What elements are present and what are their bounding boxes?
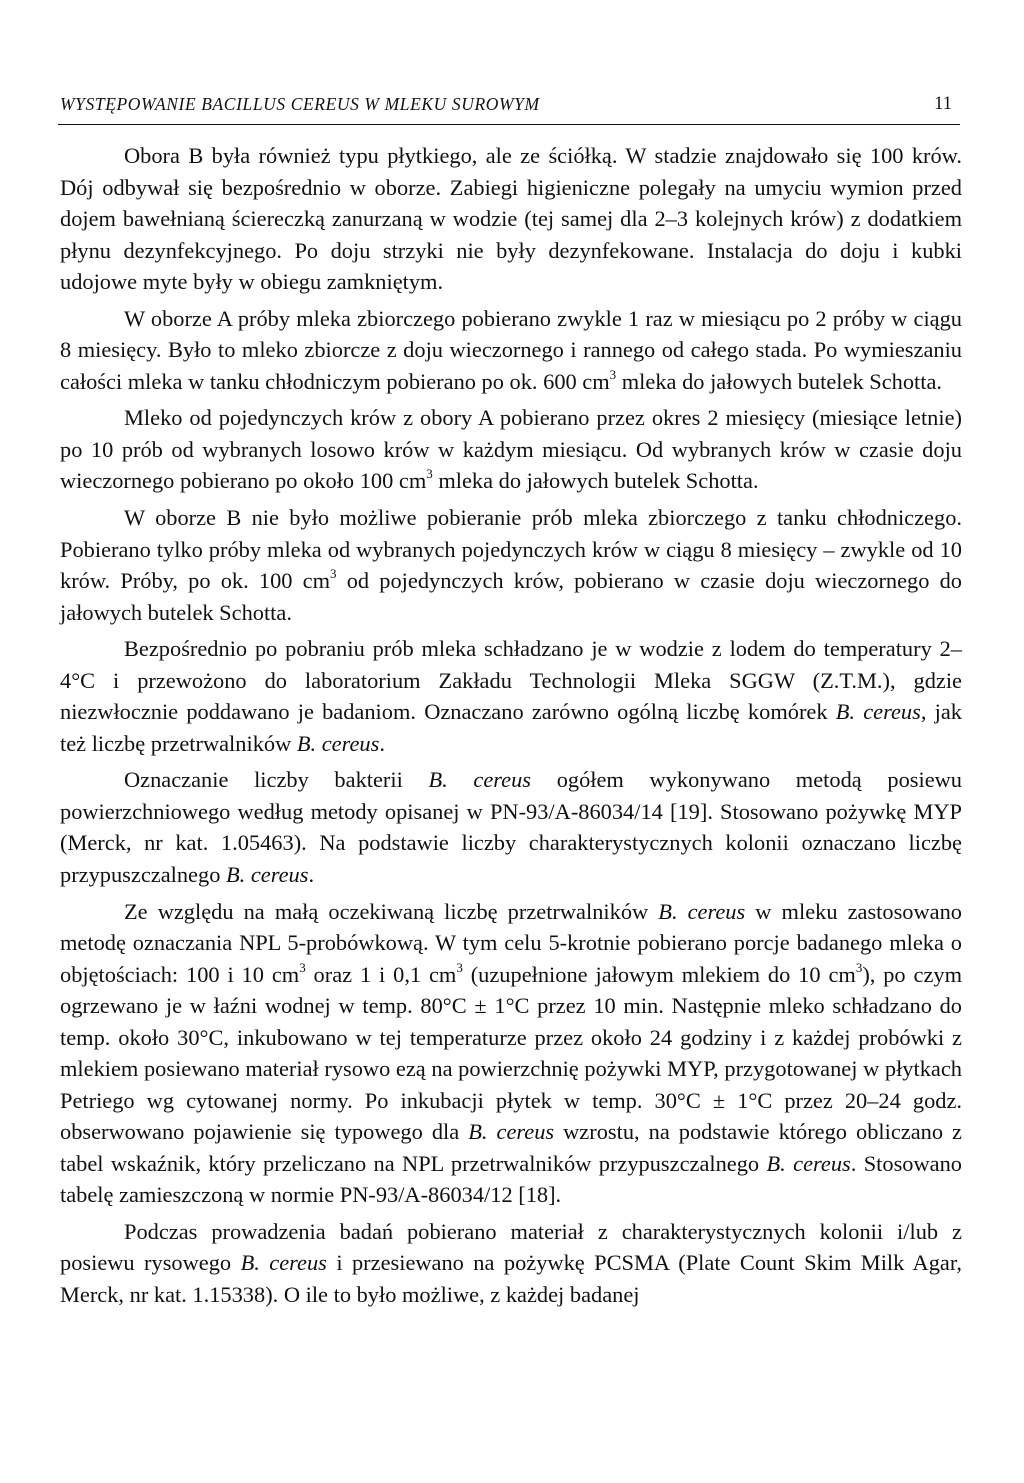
text-run: Obora B była również typu płytkiego, ale ze ściółką. W stadzie znajdowało się 100 krów. Dój odbywał się bezpośrednio w oborze. Zabiegi higieniczne polegały na umyciu wymion przed dojem bawełnianą ściereczką zanurzaną w wodzie (tej samej dla 2–3 kolejnych krów) z dodatkiem płynu dezynfekcyjnego. Po doju strzyki nie były dezynfekowane. Instalacja do doju i kubki udojowe myte były w obiegu zamkniętym. (60, 143, 962, 294)
superscript: 3 (330, 566, 337, 582)
superscript: 3 (855, 959, 863, 975)
superscript: 3 (426, 466, 433, 482)
text-run: Bezpośrednio po pobraniu prób mleka schładzano je w wodzie z lodem do temperatury 2–4°C i przewożono do laboratorium Zakładu Technologii Mleka SGGW (Z.T.M.), gdzie niezwłocznie poddawano je badaniom. Oznaczano zarówno ogólną liczbę komórek (60, 636, 962, 725)
running-title: WYSTĘPOWANIE BACILLUS CEREUS W MLEKU SUROWYM (60, 94, 540, 114)
body-text (60, 140, 962, 1310)
text-run: W oborze B nie było możliwe pobieranie prób mleka zbiorczego z tanku chłodniczego. Pobierano tylko próby mleka od wybranych pojedynczych krów w ciągu 8 miesięcy – zwykle od 10 krów. Próby, po ok. 100 cm (60, 505, 962, 594)
text-run: . (308, 861, 315, 887)
paragraph (60, 402, 962, 497)
paragraph (60, 1216, 962, 1311)
text-run: , jak też liczbę przetrwalników (60, 699, 962, 756)
page-number: 11 (934, 94, 952, 114)
superscript: 3 (299, 959, 306, 975)
running-header (58, 94, 960, 125)
text-run: (uzupełnione jałowym mlekiem do 10 cm (462, 961, 856, 987)
paragraph (60, 896, 962, 1211)
text-run: W oborze A próby mleka zbiorczego pobierano zwykle 1 raz w miesiącu po 2 próby w ciągu 8 miesięcy. Było to mleko zbiorcze z doju wieczornego i rannego od całego stada. Po wymieszaniu całości mleka w tanku chłodniczym pobierano po ok. 600 cm (60, 305, 962, 394)
text-run: . Stosowano tabelę zamieszczoną w normie PN-93/A-86034/12 [18]. (60, 1150, 962, 1208)
italic-term: B. cereus (658, 898, 746, 924)
paragraph (60, 764, 962, 890)
italic-term: B. cereus (428, 767, 532, 793)
text-run: i przesiewano na pożywkę PCSMA (Plate Count Skim Milk Agar, Merck, nr kat. 1.15338). O ile to było możliwe, z każdej badanej (60, 1250, 963, 1307)
text-run: w mleku zastosowano metodę oznaczania NPL 5-probówkową. W tym celu 5-krotnie pobierano porcje badanego mleka o objętościach: 100 i 10 cm (60, 898, 963, 987)
italic-term: B. cereus (296, 730, 380, 756)
superscript: 3 (609, 366, 617, 382)
italic-term: B. cereus (468, 1119, 555, 1145)
text-run: mleka do jałowych butelek Schotta. (432, 468, 759, 494)
text-run: Ze względu na małą oczekiwaną liczbę przetrwalników (124, 898, 659, 924)
italic-term: B. cereus (835, 699, 921, 725)
text-run: ), po czym ogrzewano je w łaźni wodnej w temp. 80°C ± 1°C przez 10 min. Następnie mleko schładzano do temp. około 30°C, inkubowano w tej temperaturze przez około 24 godziny i z każdej probówki z mlekiem posiewano materiał rysowo ezą na powierzchnię pożywki MYP, przygotowanej w płytkach Petriego wg cytowanej normy. Po inkubacji płytek w temp. 30°C ± 1°C przez 20–24 godz. obserwowano pojawienie się typowego dla (60, 961, 962, 1145)
text-run: ogółem wykonywano metodą posiewu powierzchniowego według metody opisanej w PN-93/A-86034/14 [19]. Stosowano pożywkę MYP (Merck, nr kat. 1.05463). Na podstawie liczby charakterystycznych kolonii oznaczano liczbę przypuszczalnego (60, 767, 963, 887)
text-run: oraz 1 i 0,1 cm (305, 961, 457, 987)
paragraph (60, 502, 962, 628)
text-run: od pojedynczych krów, pobierano w czasie doju wieczornego do jałowych butelek Schotta. (60, 568, 963, 625)
paragraph (60, 140, 962, 298)
superscript: 3 (456, 959, 463, 975)
text-run: Oznaczanie liczby bakterii (124, 767, 429, 793)
text-run: Podczas prowadzenia badań pobierano materiał z charakterystycznych kolonii i/lub z posiewu rysowego (60, 1218, 962, 1276)
text-run: mleka do jałowych butelek Schotta. (616, 368, 942, 394)
paragraph (60, 303, 962, 398)
italic-term: B. cereus (240, 1250, 327, 1276)
paragraph (60, 633, 962, 759)
text-run: . (379, 730, 385, 756)
text-run: Mleko od pojedynczych krów z obory A pobierano przez okres 2 miesięcy (miesiące letnie) po 10 prób od wybranych losowo krów w każdym miesiącu. Od wybranych krów w czasie doju wieczornego pobierano po około 100 cm (60, 405, 962, 494)
italic-term: B. cereus (225, 861, 309, 887)
italic-term: B. cereus (766, 1150, 851, 1176)
text-run: wzrostu, na podstawie którego obliczano z tabel wskaźnik, który przeliczano na NPL przetrwalników przypuszczalnego (60, 1119, 962, 1176)
